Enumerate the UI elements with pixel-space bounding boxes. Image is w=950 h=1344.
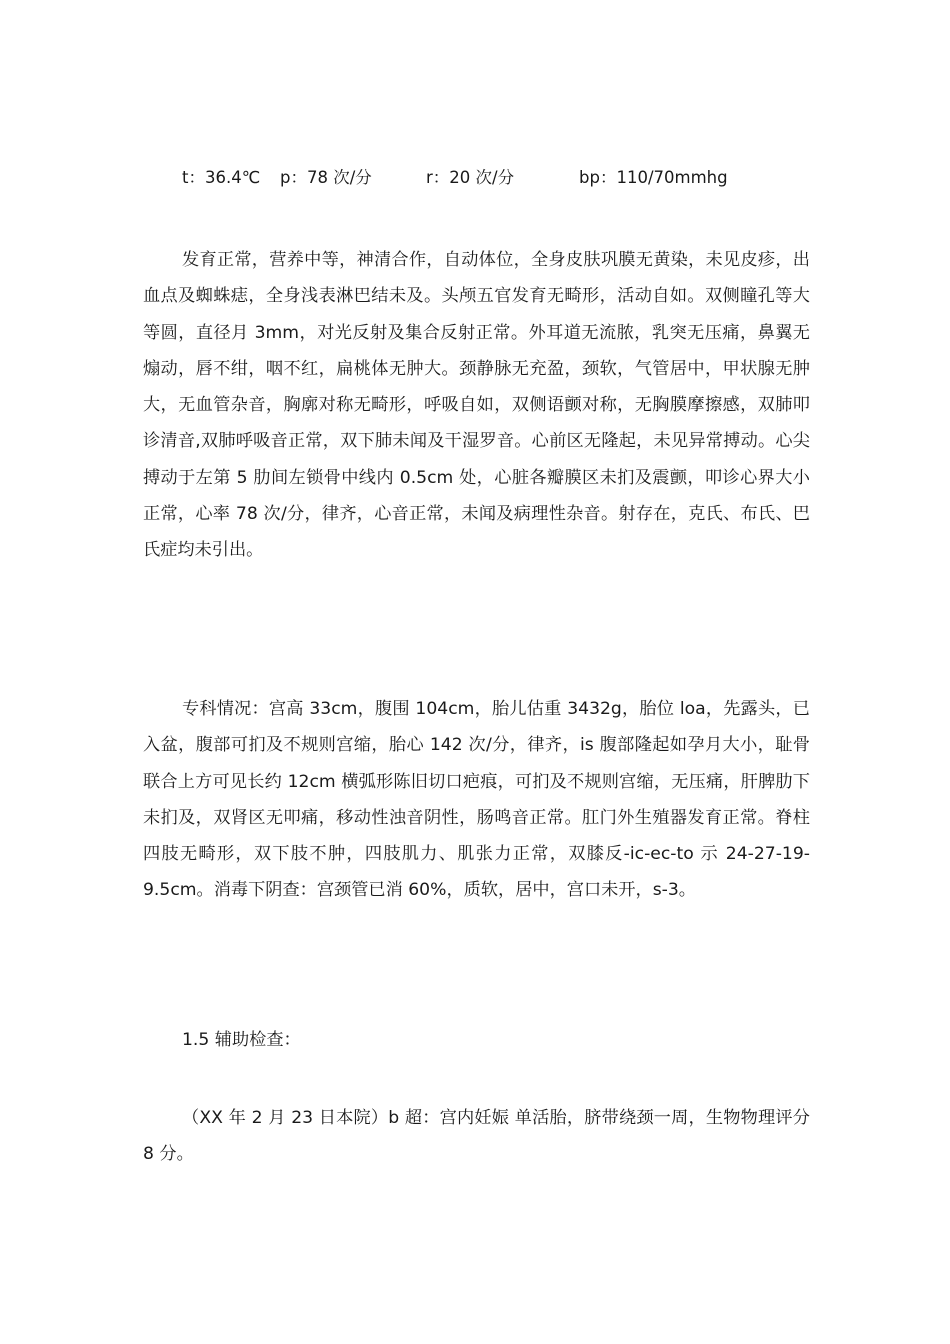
auxiliary-exam-heading: 1.5 辅助检查： (182, 1030, 301, 1050)
general-exam-paragraph: 发育正常，营养中等，神清合作，自动体位，全身皮肤巩膜无黄染，未见皮疹，出血点及蜘蛛痣，全身浅表淋巴结未及。头颅五官发育无畸形，活动自如。双侧瞳孔等大等圆，直径月 3mm，对光反射及集合反射正常。外耳道无流脓，乳突无压痛，鼻翼无煽动，唇不绀，咽不红，扁桃体无肿大。颈静脉无充盈，颈软，气管居中，甲状腺无肿大，无血管杂音，胸廓对称无畸形，呼吸自如，双侧语颤对称，无胸膜摩擦感，双肺叩诊清音,双肺呼吸音正常，双下肺未闻及干湿罗音。心前区无隆起，未见异常搏动。心尖搏动于左第 5 肋间左锁骨中线内 0.5cm 处，心脏各瓣膜区未扪及震颤，叩诊心界大小正常，心率 78 次/分，律齐，心音正常，未闻及病理性杂音。射存在，克氏、布氏、巴氏症均未引出。 (143, 250, 810, 561)
pulse-value: p：78 次/分 (280, 168, 372, 187)
specialty-exam-paragraph: 专科情况：宫高 33cm，腹围 104cm，胎儿估重 3432g，胎位 loa，先露头，已入盆，腹部可扪及不规则宫缩，胎心 142 次/分，律齐，is 腹部隆起如孕月大小，耻骨联合上方可见长约 12cm 横弧形陈旧切口疤痕，可扪及不规则宫缩，无压痛，肝脾肋下未扪及，双肾区无叩痛，移动性浊音阴性，肠鸣音正常。肛门外生殖器发育正常。脊柱四肢无畸形，双下肢不肿，四肢肌力、肌张力正常，双膝反-ic-ec-to 示 24-27-19-9.5cm。消毒下阴查：宫颈管已消 60%，质软，居中，宫口未开，s-3。 (143, 699, 810, 901)
respiration-value: r：20 次/分 (426, 168, 515, 187)
blood-pressure-value: bp：110/70mmhg (579, 168, 728, 187)
temperature-value: t：36.4℃ (182, 168, 261, 187)
ultrasound-result-paragraph: （XX 年 2 月 23 日本院）b 超：宫内妊娠 单活胎，脐带绕颈一周，生物物理评分 8 分。 (143, 1108, 810, 1165)
